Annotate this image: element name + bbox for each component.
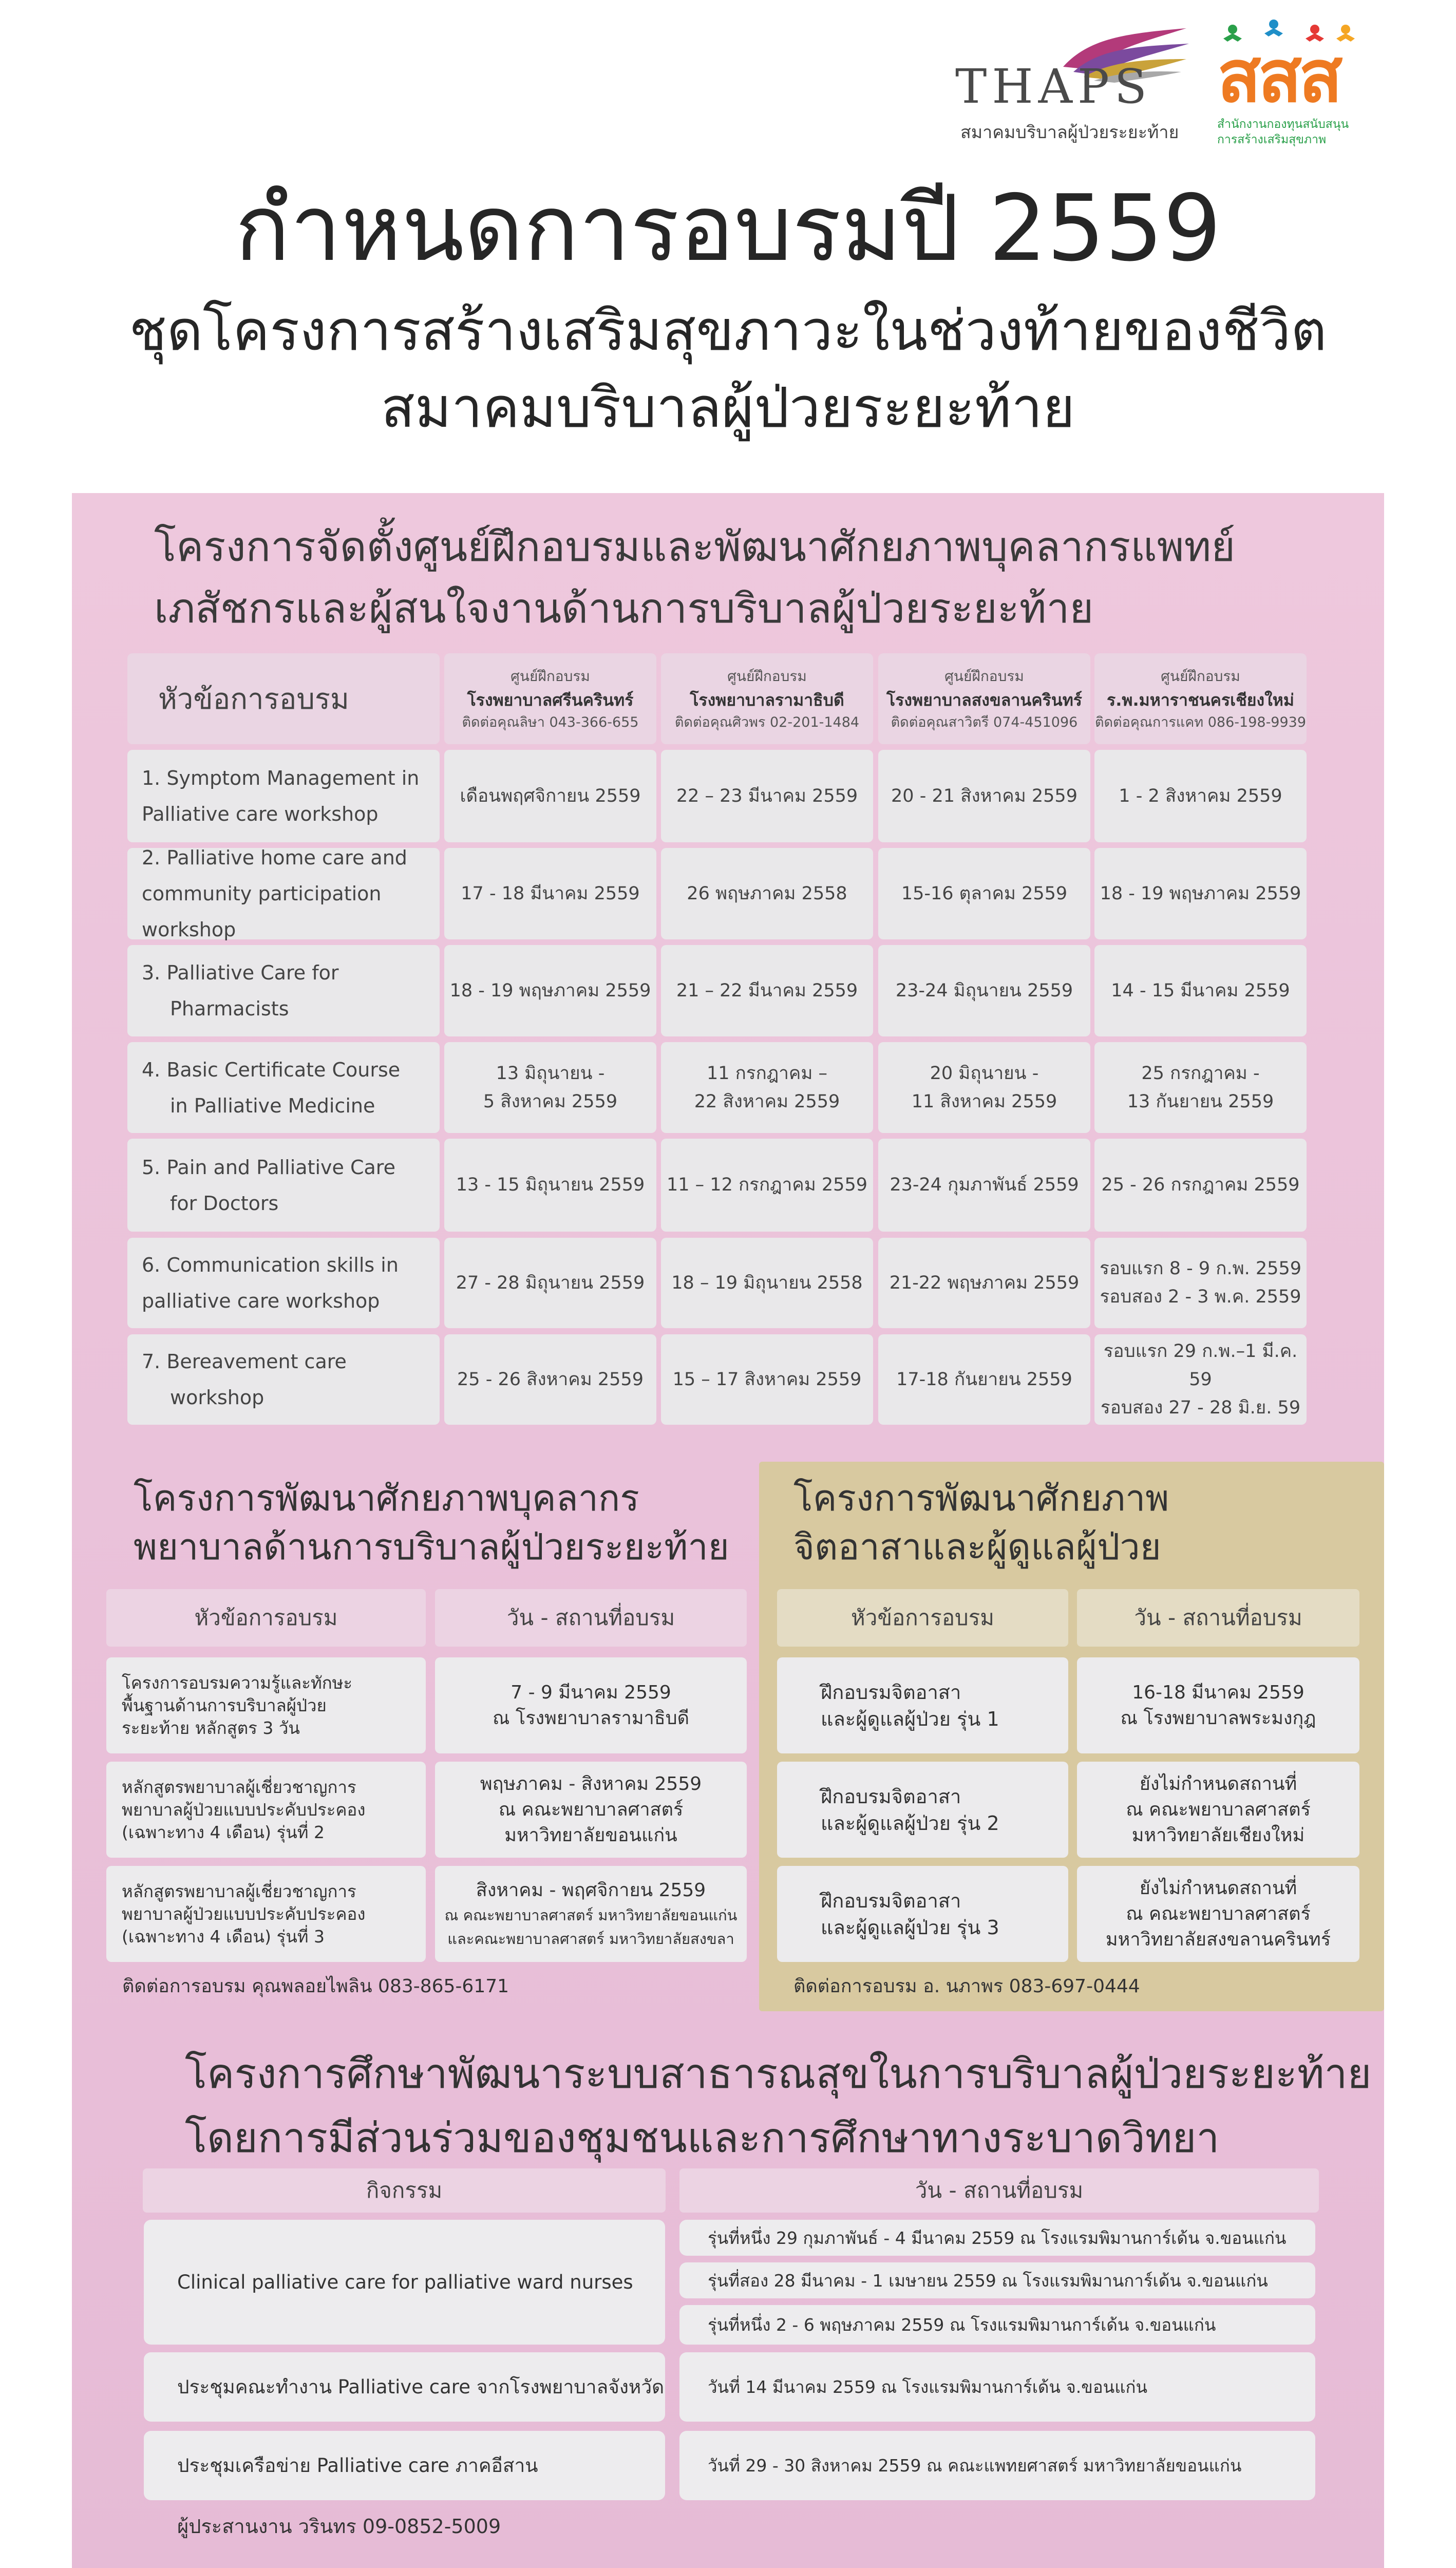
date-cell-r7-c1: [444, 1334, 656, 1425]
center-contact: ติดต่อคุณการแคท 086-198-9939: [1094, 714, 1307, 730]
header-center-3: [878, 653, 1090, 744]
activity-network-meeting-date: [679, 2431, 1315, 2500]
activity-clinical-date-1-text: รุ่นที่หนึ่ง 29 กุมภาพันธ์ - 4 มีนาคม 2559 ณ โรงแรมพิมานการ์เด้น จ.ขอนแก่น: [708, 2227, 1287, 2248]
section2-contact: ติดต่อการอบรม คุณพลอยไพลิน 083-865-6171: [122, 1976, 509, 1997]
topic-text: พยาบาลผู้ป่วยแบบประคับประคอง: [122, 1799, 366, 1820]
activity-clinical-date-1: [679, 2220, 1315, 2256]
activity-clinical-care: [144, 2220, 665, 2345]
page-subtitle-1: ชุดโครงการสร้างเสริมสุขภาวะในช่วงท้ายของชีวิต: [129, 299, 1327, 363]
topic-line2: for Doctors: [170, 1192, 279, 1215]
center-name: ร.พ.มหาราชนครเชียงใหม่: [1107, 690, 1294, 710]
date-cell-r5-c3: [878, 1139, 1090, 1232]
topic-text: ฝึกอบรมจิตอาสา: [821, 1889, 961, 1912]
section3-topic-2: [777, 1762, 1068, 1858]
section4-heading: [185, 2042, 1371, 2170]
date-text: 15-16 ตุลาคม 2559: [901, 883, 1068, 904]
topic-text: (เฉพาะทาง 4 เดือน) รุ่นที่ 2: [122, 1822, 325, 1842]
date-cell-r7-c2: [661, 1334, 873, 1425]
date-text: 13 มิถุนายน -: [496, 1063, 605, 1084]
date-cell-r4-c4: [1094, 1042, 1307, 1133]
date-text: 11 สิงหาคม 2559: [911, 1091, 1057, 1112]
date-cell-r2-c4: [1094, 848, 1307, 939]
center-contact: ติดต่อคุณสาวิตรี 074-451096: [891, 714, 1078, 730]
section2-date-2: [435, 1762, 747, 1858]
topic-text: โครงการอบรมความรู้และทักษะ: [122, 1672, 353, 1693]
date-text: 7 - 9 มีนาคม 2559: [510, 1682, 671, 1703]
activity-working-group-date-text: วันที่ 14 มีนาคม 2559 ณ โรงแรมพิมานการ์เด้น จ.ขอนแก่น: [708, 2377, 1148, 2397]
date-text: 22 – 23 มีนาคม 2559: [676, 785, 858, 806]
header-topic: [127, 653, 440, 744]
date-cell-r2-c3: [878, 848, 1090, 939]
date-text: 13 - 15 มิถุนายน 2559: [456, 1175, 645, 1195]
date-cell-r3-c4: [1094, 945, 1307, 1036]
section2-topic-1: [106, 1657, 426, 1753]
center-contact: ติดต่อคุณลิษา 043-366-655: [462, 714, 639, 730]
date-text: 5 สิงหาคม 2559: [483, 1091, 618, 1112]
date-text: 17-18 กันยายน 2559: [896, 1369, 1072, 1390]
topic-line1: 4. Basic Certificate Course: [142, 1058, 401, 1081]
center-label: ศูนย์ฝึกอบรม: [944, 667, 1024, 685]
topic-text: และผู้ดูแลผู้ป่วย รุ่น 2: [821, 1811, 999, 1835]
date-text: 25 - 26 สิงหาคม 2559: [457, 1369, 644, 1390]
date-cell-r4-c3: [878, 1042, 1090, 1133]
topic-line1: 3. Palliative Care for: [142, 961, 339, 984]
topic-line1: 7. Bereavement care: [142, 1350, 347, 1373]
topic-line2: palliative care workshop: [142, 1290, 380, 1312]
activity-network-meeting-label: ประชุมเครือข่าย Palliative care ภาคอีสาน: [177, 2454, 538, 2477]
header-center-1: [444, 653, 656, 744]
date-cell-r5-c2: [661, 1139, 873, 1232]
section3-heading-line1: โครงการพัฒนาศักยภาพ: [793, 1477, 1169, 1519]
topic-row-7: [127, 1334, 440, 1425]
topic-row-1: [127, 750, 440, 842]
date-cell-r2-c2: [661, 848, 873, 939]
page-title: กำหนดการอบรมปี 2559: [234, 175, 1222, 281]
section4-col-date: วัน - สถานที่อบรม: [679, 2168, 1319, 2213]
sss-subtitle-line2: การสร้างเสริมสุขภาพ: [1217, 133, 1327, 146]
date-text: รอบแรก 8 - 9 ก.พ. 2559: [1100, 1258, 1301, 1279]
section1-heading: [154, 516, 1235, 639]
date-text: 17 - 18 มีนาคม 2559: [461, 883, 640, 904]
date-cell-r2-c1: [444, 848, 656, 939]
date-text: ณ คณะพยาบาลศาสตร์ มหาวิทยาลัยขอนแก่น: [444, 1906, 738, 1924]
date-text: ณ โรงพยาบาลพระมงกุฎ: [1120, 1707, 1316, 1729]
section2-heading-line1: โครงการพัฒนาศักยภาพบุคลากร: [134, 1477, 639, 1519]
date-cell-r5-c1: [444, 1139, 656, 1232]
date-cell-r4-c2: [661, 1042, 873, 1133]
section3-date-1: [1077, 1657, 1359, 1753]
section4-col-activity: กิจกรรม: [143, 2168, 666, 2213]
section2-heading: [134, 1474, 729, 1572]
topic-line1: 2. Palliative home care and: [142, 846, 407, 869]
date-text: และคณะพยาบาลศาสตร์ มหาวิทยาลัยสงขลา: [447, 1930, 734, 1948]
date-cell-r3-c2: [661, 945, 873, 1036]
topic-text: ระยะท้าย หลักสูตร 3 วัน: [122, 1717, 300, 1738]
section3-col-date: วัน - สถานที่อบรม: [1077, 1589, 1359, 1647]
date-text: เดือนพฤศจิกายน 2559: [460, 785, 641, 806]
date-text: 1 - 2 สิงหาคม 2559: [1119, 785, 1282, 806]
center-label: ศูนย์ฝึกอบรม: [727, 667, 807, 685]
section4-heading-line1: โครงการศึกษาพัฒนาระบบสาธารณสุขในการบริบาลผู้ป่วยระยะท้าย: [185, 2050, 1372, 2098]
date-text: 18 - 19 พฤษภาคม 2559: [449, 980, 651, 1001]
activity-working-group: [144, 2352, 665, 2422]
activity-network-meeting: [144, 2431, 665, 2500]
section4-heading-line2: โดยการมีส่วนร่วมของชุมชนและการศึกษาทางระบาดวิทยา: [185, 2114, 1220, 2162]
date-text: 18 - 19 พฤษภาคม 2559: [1100, 883, 1301, 904]
section3-col-topic: หัวข้อการอบรม: [777, 1589, 1068, 1647]
date-text: มหาวิทยาลัยขอนแก่น: [504, 1824, 677, 1846]
center-name: โรงพยาบาลรามาธิบดี: [690, 690, 844, 710]
date-cell-r6-c2: [661, 1238, 873, 1328]
section1-heading-line2: เภสัชกรและผู้สนใจงานด้านการบริบาลผู้ป่วยระยะท้าย: [154, 584, 1094, 632]
date-text: 18 – 19 มิถุนายน 2558: [671, 1272, 863, 1293]
date-text: ยังไม่กำหนดสถานที่: [1139, 1877, 1297, 1899]
date-text: 21-22 พฤษภาคม 2559: [889, 1272, 1080, 1293]
thaps-logo: [950, 18, 1197, 141]
date-cell-r3-c1: [444, 945, 656, 1036]
date-text: 27 - 28 มิถุนายน 2559: [456, 1272, 645, 1293]
date-cell-r1-c2: [661, 750, 873, 842]
date-text: ณ โรงพยาบาลรามาธิบดี: [493, 1707, 689, 1729]
section3-date-2: [1077, 1762, 1359, 1858]
section2-heading-line2: พยาบาลด้านการบริบาลผู้ป่วยระยะท้าย: [134, 1526, 729, 1568]
thaps-wordmark: THAPS: [955, 59, 1152, 114]
topic-row-4: [127, 1042, 440, 1133]
date-text: สิงหาคม - พฤศจิกายน 2559: [476, 1879, 706, 1901]
topic-row-2: [127, 848, 440, 939]
topic-line1: 1. Symptom Management in: [142, 767, 420, 789]
section2-col-date: วัน - สถานที่อบรม: [435, 1589, 747, 1647]
date-text: ณ คณะพยาบาลศาสตร์: [498, 1799, 684, 1820]
section3-contact: ติดต่อการอบรม อ. นภาพร 083-697-0444: [793, 1976, 1140, 1997]
date-cell-r3-c3: [878, 945, 1090, 1036]
date-cell-r5-c4: [1094, 1139, 1307, 1232]
topic-row-6: [127, 1238, 440, 1328]
date-text: 22 สิงหาคม 2559: [694, 1091, 840, 1112]
date-text: 16-18 มีนาคม 2559: [1132, 1682, 1304, 1703]
activity-network-meeting-date-text: วันที่ 29 - 30 สิงหาคม 2559 ณ คณะแพทยศาสตร์ มหาวิทยาลัยขอนแก่น: [708, 2456, 1242, 2476]
date-text: 20 - 21 สิงหาคม 2559: [891, 785, 1077, 806]
date-cell-r1-c1: [444, 750, 656, 842]
date-text: รอบแรก 29 ก.พ.–1 มี.ค. 59: [1103, 1340, 1298, 1390]
center-label: ศูนย์ฝึกอบรม: [1161, 667, 1240, 685]
date-text: 26 พฤษภาคม 2558: [687, 883, 847, 904]
center-name: โรงพยาบาลศรีนครินทร์: [467, 690, 634, 710]
section2-date-1: [435, 1657, 747, 1753]
activity-clinical-date-3: [679, 2305, 1315, 2345]
activity-clinical-date-2-text: รุ่นที่สอง 28 มีนาคม - 1 เมษายน 2559 ณ โรงแรมพิมานการ์เด้น จ.ขอนแก่น: [708, 2270, 1268, 2291]
date-text: มหาวิทยาลัยเชียงใหม่: [1131, 1824, 1305, 1846]
date-cell-r6-c3: [878, 1238, 1090, 1328]
section2-topic-2: [106, 1762, 426, 1858]
section3-heading: [793, 1474, 1169, 1572]
header-center-2: [661, 653, 873, 744]
date-text: พฤษภาคม - สิงหาคม 2559: [480, 1773, 702, 1795]
section3-heading-line2: จิตอาสาและผู้ดูแลผู้ป่วย: [793, 1526, 1161, 1568]
topic-text: ฝึกอบรมจิตอาสา: [821, 1785, 961, 1808]
section3-topic-3: [777, 1866, 1068, 1962]
header-topic-label: หัวข้อการอบรม: [158, 683, 349, 716]
topic-row-5: [127, 1139, 440, 1232]
sss-logo: [1217, 18, 1371, 146]
date-cell-r4-c1: [444, 1042, 656, 1133]
date-cell-r6-c4: [1094, 1238, 1307, 1328]
date-text: 11 กรกฎาคม –: [706, 1063, 828, 1084]
topic-row-3: [127, 945, 440, 1036]
center-name: โรงพยาบาลสงขลานครินทร์: [886, 690, 1082, 710]
topic-text: หลักสูตรพยาบาลผู้เชี่ยวชาญการ: [122, 1881, 356, 1901]
thaps-subtitle: สมาคมบริบาลผู้ป่วยระยะท้าย: [960, 122, 1179, 143]
sss-subtitle-line1: สำนักงานกองทุนสนับสนุน: [1217, 118, 1349, 131]
date-text: ณ คณะพยาบาลศาสตร์: [1126, 1799, 1311, 1820]
date-text: 23-24 มิถุนายน 2559: [895, 980, 1073, 1001]
topic-line2: Pharmacists: [170, 997, 289, 1020]
topic-line2: community participation workshop: [142, 882, 382, 941]
date-text: รอบสอง 27 - 28 มิ.ย. 59: [1100, 1397, 1301, 1418]
date-text: 21 – 22 มีนาคม 2559: [676, 980, 858, 1001]
topic-line2: workshop: [170, 1386, 264, 1409]
date-text: 25 กรกฎาคม -: [1141, 1063, 1260, 1084]
section2-date-3: [435, 1866, 747, 1962]
date-cell-r6-c1: [444, 1238, 656, 1328]
date-text: มหาวิทยาลัยสงขลานครินทร์: [1105, 1929, 1331, 1950]
activity-working-group-label: ประชุมคณะทำงาน Palliative care จากโรงพยาบาลจังหวัด: [177, 2376, 665, 2398]
topic-text: และผู้ดูแลผู้ป่วย รุ่น 1: [821, 1707, 999, 1730]
topic-line1: 6. Communication skills in: [142, 1254, 399, 1276]
topic-text: (เฉพาะทาง 4 เดือน) รุ่นที่ 3: [122, 1926, 325, 1947]
activity-clinical-care-label: Clinical palliative care for palliative ward nurses: [177, 2271, 633, 2293]
topic-line2: Palliative care workshop: [142, 803, 379, 825]
section3-topic-1: [777, 1657, 1068, 1753]
date-cell-r1-c3: [878, 750, 1090, 842]
date-cell-r7-c4: [1094, 1334, 1307, 1425]
date-text: ณ คณะพยาบาลศาสตร์: [1126, 1903, 1311, 1924]
topic-text: และผู้ดูแลผู้ป่วย รุ่น 3: [821, 1916, 999, 1939]
date-text: 23-24 กุมภาพันธ์ 2559: [890, 1175, 1079, 1195]
topic-text: ฝึกอบรมจิตอาสา: [821, 1680, 961, 1704]
date-cell-r1-c4: [1094, 750, 1307, 842]
date-cell-r7-c3: [878, 1334, 1090, 1425]
page-subtitle-2: สมาคมบริบาลผู้ป่วยระยะท้าย: [381, 376, 1075, 440]
activity-working-group-date: [679, 2352, 1315, 2422]
topic-line1: 5. Pain and Palliative Care: [142, 1156, 395, 1179]
date-text: ยังไม่กำหนดสถานที่: [1139, 1773, 1297, 1795]
center-contact: ติดต่อคุณศิวพร 02-201-1484: [674, 714, 860, 730]
section3-date-3: [1077, 1866, 1359, 1962]
sss-subtitle: [1217, 117, 1349, 147]
topic-text: พยาบาลผู้ป่วยแบบประคับประคอง: [122, 1903, 366, 1924]
topic-line2: in Palliative Medicine: [170, 1094, 375, 1117]
activity-clinical-date-2: [679, 2262, 1315, 2298]
activity-clinical-date-3-text: รุ่นที่หนึ่ง 2 - 6 พฤษภาคม 2559 ณ โรงแรมพิมานการ์เด้น จ.ขอนแก่น: [708, 2315, 1216, 2335]
date-text: 11 – 12 กรกฎาคม 2559: [667, 1175, 867, 1195]
section2-topic-3: [106, 1866, 426, 1962]
section1-heading-line1: โครงการจัดตั้งศูนย์ฝึกอบรมและพัฒนาศักยภาพบุคลากรแพทย์: [154, 523, 1236, 571]
date-text: รอบสอง 2 - 3 พ.ค. 2559: [1100, 1287, 1301, 1307]
date-text: 15 – 17 สิงหาคม 2559: [672, 1369, 862, 1390]
date-text: 13 กันยายน 2559: [1127, 1091, 1274, 1112]
date-text: 20 มิถุนายน -: [930, 1063, 1039, 1084]
header-center-4: [1094, 653, 1307, 744]
section2-col-topic: หัวข้อการอบรม: [106, 1589, 426, 1647]
section4-coordinator: ผู้ประสานงาน วรินทร 09-0852-5009: [177, 2515, 501, 2538]
date-text: 25 - 26 กรกฎาคม 2559: [1101, 1175, 1300, 1195]
date-text: 14 - 15 มีนาคม 2559: [1111, 980, 1290, 1001]
center-label: ศูนย์ฝึกอบรม: [510, 667, 590, 685]
topic-text: พื้นฐานด้านการบริบาลผู้ป่วย: [122, 1695, 327, 1715]
sss-wordmark: สสส: [1217, 35, 1340, 119]
topic-text: หลักสูตรพยาบาลผู้เชี่ยวชาญการ: [122, 1777, 356, 1797]
